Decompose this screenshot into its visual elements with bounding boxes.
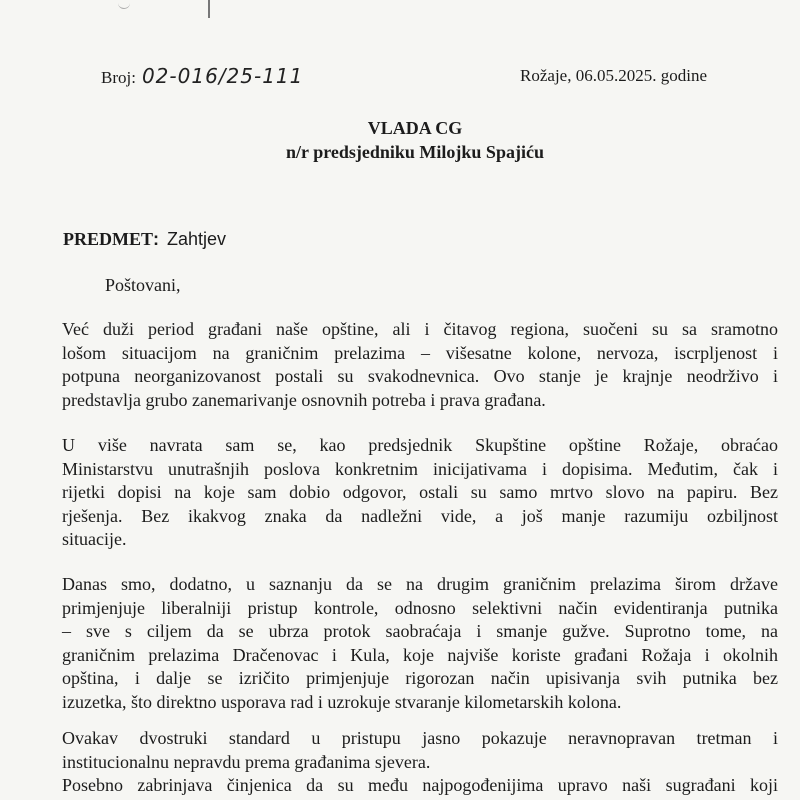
reference-number <box>101 64 303 88</box>
paragraph-line: opština, i dalje se izričito primjenjuje rigorozan način upisivanja svih putnika bez <box>62 668 778 688</box>
paragraph-line: rješenja. Bez ikakvog znaka da nadležni vide, a još manje razumiju ozbiljnost <box>62 505 778 526</box>
paragraph-line: Ovakav dvostruki standard u pristupu jasno pokazuje neravnopravan tretman i <box>62 728 778 748</box>
paragraph-4 <box>62 727 778 774</box>
paragraph-line: primjenjuje liberalniji pristup kontrole, odnosno selektivni način evidentiranja putnika <box>62 597 778 618</box>
reference-label: Broj: <box>101 68 136 87</box>
recipient-line-2: n/r predsjedniku Milojku Spajiću <box>286 142 544 162</box>
paragraph-3 <box>62 573 778 714</box>
paragraph-1 <box>62 318 778 412</box>
paragraph-line: U više navrata sam se, kao predsjednik Skupštine opštine Rožaje, obraćao <box>62 435 778 455</box>
recipient-block <box>0 116 800 164</box>
paragraph-line: lošom situacijom na graničnim prelazima – višesatne kolone, nervoza, iscrpljenost i <box>62 342 778 363</box>
paragraph-line: Danas smo, dodatno, u saznanju da se na drugim graničnim prelazima širom države <box>62 574 778 594</box>
letterhead-divider <box>208 0 210 18</box>
paragraph-line: situacije. <box>62 529 127 549</box>
subject-label: PREDMET: <box>63 229 159 249</box>
subject-text: Zahtjev <box>167 229 227 249</box>
letterhead-crest-icon <box>118 0 130 9</box>
paragraph-line: Već duži period građani naše opštine, ali i čitavog regiona, suočeni su sa sramotno <box>62 319 778 339</box>
subject-line <box>63 229 226 250</box>
paragraph-line: Ministarstvu unutrašnjih poslova konkretnim inicijativama i dopisima. Međutim, čak i <box>62 458 778 479</box>
paragraph-line: institucionalnu nepravdu prema građanima sjevera. <box>62 751 431 772</box>
paragraph-line: predstavlja grubo zanemarivanje osnovnih potreba i prava građana. <box>62 389 546 410</box>
paragraph-line: – sve s ciljem da se ubrza protok saobraćaja i smanje gužve. Suprotno tome, na <box>62 621 778 641</box>
greeting: Poštovani, <box>105 275 181 295</box>
paragraph-5 <box>62 774 778 798</box>
recipient-line-1: VLADA CG <box>367 118 463 138</box>
reference-handwritten-number: 02-016/25-111 <box>141 64 304 88</box>
paragraph-line: potpuna neorganizovanost postali su svakodnevnica. Ovo stanje je krajnje neodrživo i <box>62 366 778 386</box>
place-and-date: Rožaje, 06.05.2025. godine <box>520 66 707 85</box>
paragraph-line: graničnim prelazima Dračenovac i Kula, koje najviše koriste građani Rožaja i okolnih <box>62 644 778 665</box>
paragraph-line: izuzetka, što direktno usporava rad i uzrokuje stvaranje kilometarskih kolona. <box>62 691 622 712</box>
paragraph-line: rijetki dopisi na koje sam dobio odgovor, ostali su samo mrtvo slovo na papiru. Bez <box>62 482 778 502</box>
paragraph-2 <box>62 434 778 552</box>
paragraph-line: Posebno zabrinjava činjenica da su među najpogođenijima upravo naši sugrađani koji <box>62 775 778 795</box>
